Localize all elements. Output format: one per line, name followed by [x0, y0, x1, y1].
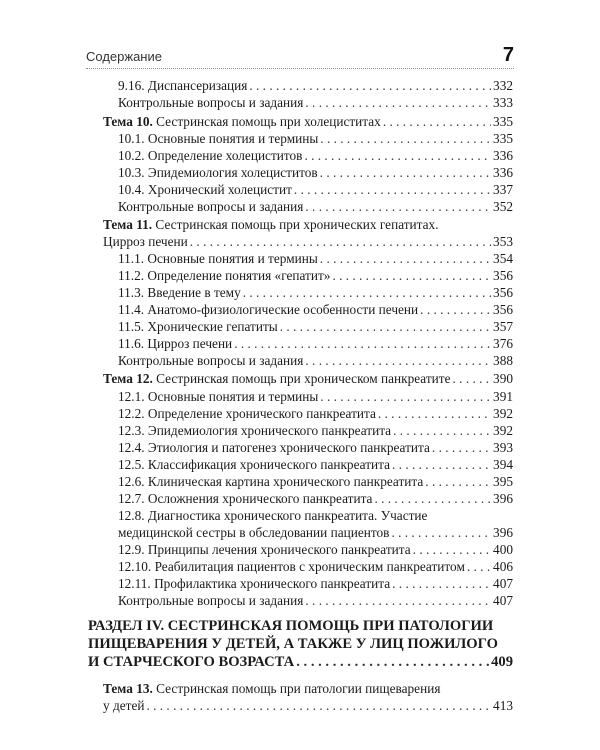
section-title-line: ПИЩЕВАРЕНИЯ У ДЕТЕЙ, А ТАКЖЕ У ЛИЦ ПОЖИЛОГО: [88, 636, 498, 652]
toc-page: 336: [493, 165, 513, 180]
toc-page: 406: [493, 559, 513, 574]
toc-page: 356: [493, 268, 513, 283]
toc-leader: [332, 268, 491, 283]
page-number: 7: [502, 44, 514, 66]
toc-page: 356: [493, 302, 513, 317]
toc-entry-title: Сестринская помощь при хронических гепатитах.: [152, 217, 439, 232]
toc-entry[interactable]: [118, 182, 513, 197]
toc-entry-title: 12.10. Реабилитация пациентов с хроническим панкреатитом: [118, 559, 465, 574]
toc-entry-title: 11.2. Определение понятия «гепатит»: [118, 268, 331, 283]
toc-entry[interactable]: [118, 319, 513, 334]
toc-entry[interactable]: [118, 508, 513, 540]
toc-entry[interactable]: [118, 423, 513, 438]
toc-leader: [243, 285, 491, 300]
toc-page: 394: [493, 457, 513, 472]
toc-entry[interactable]: [118, 576, 513, 591]
toc-entry-title: 10.4. Хронический холецистит: [118, 182, 292, 197]
toc-entry-title: 12.7. Осложнения хронического панкреатита: [118, 491, 373, 506]
running-header-title: Содержание: [86, 49, 162, 64]
toc-entry-title: 11.4. Анатомо-физиологические особенности печени: [118, 302, 419, 317]
toc-leader: [378, 406, 491, 421]
toc-page: 356: [493, 285, 513, 300]
toc-entry[interactable]: [118, 302, 513, 317]
toc-page: 413: [493, 698, 513, 713]
toc-leader: [296, 653, 489, 671]
toc-entry[interactable]: [118, 131, 513, 146]
toc-leader: [374, 491, 491, 506]
toc-leader: [467, 559, 491, 574]
section-title-line: РАЗДЕЛ IV. СЕСТРИНСКАЯ ПОМОЩЬ ПРИ ПАТОЛОГИИ: [88, 618, 494, 634]
toc-leader: [305, 95, 491, 110]
toc-leader: [391, 525, 491, 540]
toc-entry-title: 12.6. Клиническая картина хронического панкреатита: [118, 474, 424, 489]
toc-topic[interactable]: [103, 371, 513, 386]
toc-entry[interactable]: [118, 199, 513, 214]
toc-page: 400: [493, 542, 513, 557]
toc-entry[interactable]: [118, 593, 513, 608]
toc-page: 388: [493, 353, 513, 368]
toc-entry-title: 12.5. Классификация хронического панкреатита: [118, 457, 391, 472]
toc-leader: [304, 148, 491, 163]
toc-topic[interactable]: [103, 681, 513, 713]
toc-entry[interactable]: [118, 353, 513, 368]
toc-leader: [393, 423, 491, 438]
toc-leader: [190, 234, 491, 249]
toc-entry-title: 12.9. Принципы лечения хронического панкреатита: [118, 542, 411, 557]
toc-page: 407: [493, 576, 513, 591]
toc-page: 390: [493, 371, 513, 386]
toc-topic[interactable]: [103, 217, 513, 249]
toc-leader: [280, 319, 491, 334]
toc-page: 337: [493, 182, 513, 197]
toc-entry-title-continued: Цирроз печени: [103, 234, 188, 249]
section-title-line: И СТАРЧЕСКОГО ВОЗРАСТА: [88, 654, 295, 670]
toc-leader: [413, 542, 491, 557]
toc-leader: [146, 698, 491, 713]
toc-leader: [234, 336, 491, 351]
toc-entry-title: Контрольные вопросы и задания: [118, 593, 304, 608]
toc-entry-title: 10.2. Определение холециститов: [118, 148, 303, 163]
toc-entry-title: 12.11. Профилактика хронического панкреатита: [118, 576, 391, 591]
toc-entry[interactable]: [118, 285, 513, 300]
toc-entry-title: Сестринская помощь при патологии пищеварения: [152, 681, 441, 696]
toc-page: 393: [493, 440, 513, 455]
toc-leader: [320, 165, 491, 180]
toc-entry[interactable]: [118, 457, 513, 472]
topic-number: Тема 13.: [103, 681, 153, 696]
toc-leader: [305, 353, 491, 368]
toc-entry-title: Контрольные вопросы и задания: [118, 353, 304, 368]
toc-page: 407: [493, 593, 513, 608]
toc-entry[interactable]: [118, 542, 513, 557]
toc-entry-title: 12.4. Этиология и патогенез хронического панкреатита: [118, 440, 430, 455]
toc-entry-title: Сестринская помощь при холециститах: [152, 114, 381, 129]
toc-entry-title: 10.1. Основные понятия и термины: [118, 131, 319, 146]
toc-entry-title: 11.3. Введение в тему: [118, 285, 241, 300]
toc-entry[interactable]: [118, 251, 513, 266]
toc-page: 376: [493, 336, 513, 351]
toc-page: 396: [493, 491, 513, 506]
toc-page: 392: [493, 406, 513, 421]
toc-entry-title: 12.8. Диагностика хронического панкреатита. Участие: [118, 508, 428, 523]
toc-entry-title: Контрольные вопросы и задания: [118, 199, 304, 214]
toc-leader: [320, 251, 491, 266]
toc-page: 391: [493, 389, 513, 404]
toc-entry[interactable]: [118, 491, 513, 506]
topic-number: Тема 11.: [103, 217, 153, 232]
toc-leader: [320, 389, 491, 404]
toc-entry[interactable]: [118, 165, 513, 180]
toc-page: 333: [493, 95, 513, 110]
toc-topic[interactable]: [103, 114, 513, 129]
toc-page: 336: [493, 148, 513, 163]
toc-leader: [305, 593, 491, 608]
running-header: [86, 46, 514, 69]
toc-entry-title: 11.1. Основные понятия и термины: [118, 251, 318, 266]
toc-leader: [392, 457, 491, 472]
toc-entry[interactable]: [118, 406, 513, 421]
toc-leader: [383, 114, 491, 129]
toc-page: 332: [493, 78, 513, 93]
toc-entry-title: 10.3. Эпидемиология холециститов: [118, 165, 318, 180]
toc-entry[interactable]: [118, 336, 513, 351]
toc-leader: [249, 78, 491, 93]
toc-leader: [420, 302, 491, 317]
toc-entry-title: Контрольные вопросы и задания: [118, 95, 304, 110]
toc-entry-title: 9.16. Диспансеризация: [118, 78, 248, 93]
toc-page: 354: [493, 251, 513, 266]
toc-page: 335: [493, 131, 513, 146]
topic-number: Тема 12.: [103, 371, 153, 386]
toc-entry-title: 11.5. Хронические гепатиты: [118, 319, 278, 334]
toc-entry-title: 12.3. Эпидемиология хронического панкреатита: [118, 423, 392, 438]
toc-entry[interactable]: [118, 440, 513, 455]
toc-entry-title: 12.1. Основные понятия и термины: [118, 389, 319, 404]
toc-entry-title: 11.6. Цирроз печени: [118, 336, 233, 351]
toc-page: 353: [493, 234, 513, 249]
toc-entry-title-continued: у детей: [103, 698, 145, 713]
toc-entry[interactable]: [118, 78, 513, 93]
toc-leader: [305, 199, 491, 214]
topic-number: Тема 10.: [103, 114, 153, 129]
toc-leader: [320, 131, 491, 146]
toc-page: 395: [493, 474, 513, 489]
toc-entry[interactable]: [118, 389, 513, 404]
toc-page: 396: [493, 525, 513, 540]
toc-leader: [294, 182, 491, 197]
toc-page: 352: [493, 199, 513, 214]
toc-entry[interactable]: [118, 474, 513, 489]
toc-entry[interactable]: [118, 268, 513, 283]
toc-page: 409: [491, 654, 513, 670]
toc-entry-title: Сестринская помощь при хроническом панкреатите: [152, 371, 451, 386]
toc-leader: [432, 440, 491, 455]
toc-leader: [425, 474, 491, 489]
toc-leader: [392, 576, 491, 591]
toc-page: 357: [493, 319, 513, 334]
section-heading[interactable]: [88, 617, 513, 671]
toc-leader: [453, 371, 492, 386]
toc-page: 335: [493, 114, 513, 129]
toc-entry[interactable]: [118, 559, 513, 574]
toc-entry[interactable]: [118, 95, 513, 110]
toc-entry-title: 12.2. Определение хронического панкреатита: [118, 406, 376, 421]
toc-entry[interactable]: [118, 148, 513, 163]
toc-page: 392: [493, 423, 513, 438]
toc-entry-title-continued: медицинской сестры в обследовании пациентов: [118, 525, 390, 540]
